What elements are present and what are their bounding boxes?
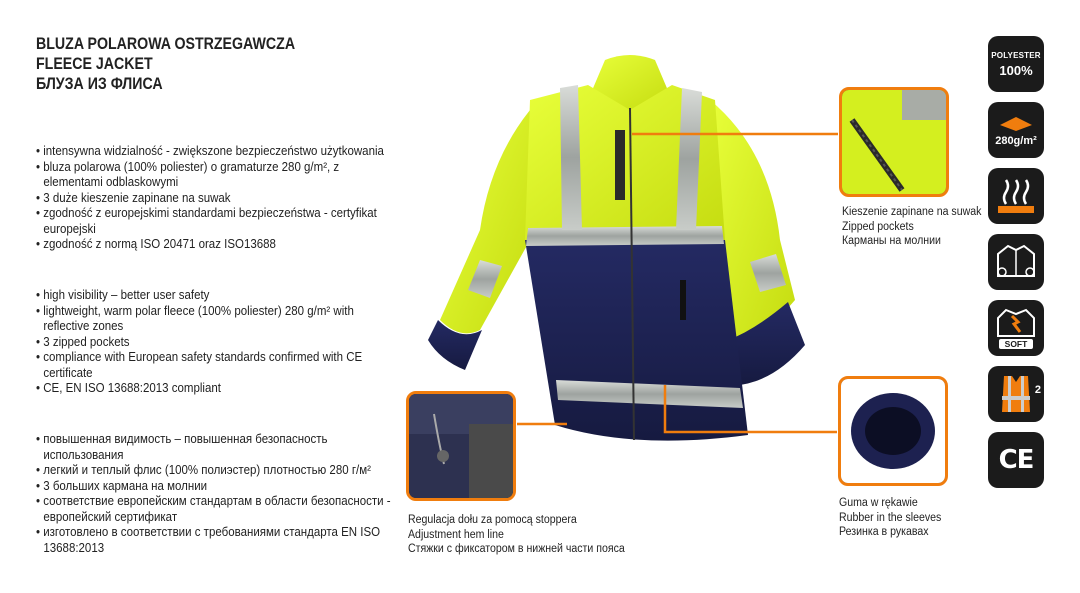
class-number: 2 (1034, 384, 1041, 396)
caption-line: Стяжки с фиксатором в нижней части пояса (408, 543, 625, 555)
feature-item: • изготовлено в соответствии с требованиями стандарта EN ISO 13688:2013 (36, 525, 395, 556)
soft-label: SOFT (999, 339, 1034, 349)
product-titles (36, 34, 366, 94)
title-en: FLEECE JACKET (36, 55, 153, 73)
caption-line: Zipped pockets (842, 220, 914, 233)
sleeve-detail-image (838, 376, 948, 486)
feature-item: • zgodność z europejskimi standardami bezpieczeństwa - certyfikat europejski (36, 206, 395, 237)
hi-vis-class-icon (988, 366, 1044, 422)
hem-detail-image (406, 391, 516, 501)
features-list-ru (36, 432, 396, 556)
feature-item: • compliance with European safety standards confirmed with CE certificate (36, 350, 395, 381)
polyester-icon (988, 36, 1044, 92)
warmth-icon (988, 168, 1044, 224)
feature-item: • high visibility – better user safety (36, 288, 395, 304)
polyester-value: 100% (999, 62, 1033, 78)
fabric-weight-icon (988, 102, 1044, 158)
title-ru: БЛУЗА ИЗ ФЛИСА (36, 75, 163, 93)
feature-item: • lightweight, warm polar fleece (100% poliester) 280 g/m² with reflective zones (36, 304, 395, 335)
features-list-en (36, 288, 396, 397)
caption-line: Adjustment hem line (408, 528, 504, 541)
caption-line: Карманы на молнии (842, 235, 941, 247)
feature-item: • соответствие европейским стандартам в области безопасности - европейский сертификат (36, 494, 395, 525)
pocket-caption (842, 205, 981, 249)
sleeve-caption (839, 496, 941, 540)
polyester-label: POLYESTER (991, 50, 1041, 60)
caption-line: Rubber in the sleeves (839, 511, 942, 524)
feature-item: • CE, EN ISO 13688:2013 compliant (36, 381, 395, 397)
feature-item: • 3 больших кармана на молнии (36, 479, 395, 495)
jacket-cuff-icon (988, 234, 1044, 290)
feature-item: • zgodność z normą ISO 20471 oraz ISO13688 (36, 237, 395, 253)
pocket-detail-image (839, 87, 949, 197)
feature-icons (988, 36, 1044, 498)
feature-item: • 3 duże kieszenie zapinane na suwak (36, 191, 395, 207)
title-pl: BLUZA POLAROWA OSTRZEGAWCZA (36, 35, 296, 53)
fabric-weight-value: 280g/m² (995, 135, 1037, 147)
features-list-pl (36, 144, 396, 253)
feature-item: • bluza polarowa (100% poliester) o gramaturze 280 g/m², z elementami odblaskowymi (36, 160, 395, 191)
caption-line: Резинка в рукавах (839, 526, 929, 538)
feature-item: • легкий и теплый флис (100% полиэстер) плотностью 280 г/м² (36, 463, 395, 479)
ce-mark-icon (988, 432, 1044, 488)
feature-item: • повышенная видимость – повышенная безопасность использования (36, 432, 395, 463)
hem-caption (408, 513, 625, 557)
feature-item: • intensywna widzialność - zwiększone bezpieczeństwo użytkowania (36, 144, 395, 160)
ce-mark: CE (998, 445, 1034, 475)
soft-fabric-icon (988, 300, 1044, 356)
caption-line: Guma w rękawie (839, 497, 918, 509)
caption-line: Regulacja dołu za pomocą stoppera (408, 514, 577, 526)
caption-line: Kieszenie zapinane na suwak (842, 206, 982, 218)
feature-item: • 3 zipped pockets (36, 335, 395, 351)
